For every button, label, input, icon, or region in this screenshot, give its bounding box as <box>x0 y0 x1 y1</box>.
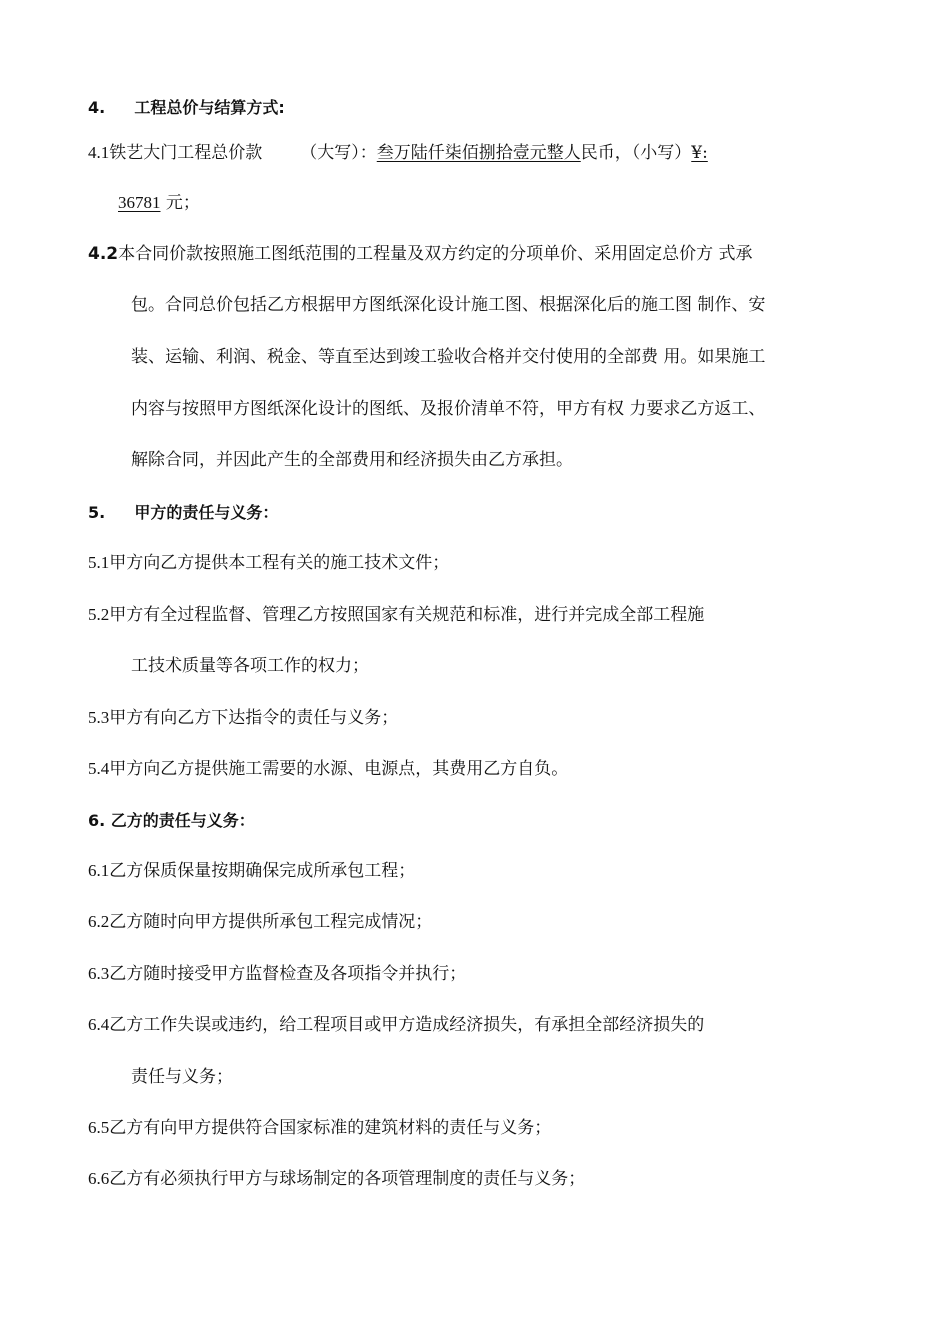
clause-number: 4.2 <box>88 244 119 264</box>
clause-text: 乙方有必须执行甲方与球场制定的各项管理制度的责任与义务； <box>109 1169 586 1189</box>
clause-number: 4.1 <box>88 143 110 162</box>
clause-5-1 <box>88 551 449 575</box>
clause-6-1 <box>88 859 415 883</box>
clause-text: （大写）： <box>300 143 377 163</box>
clause-text: 甲方有向乙方下达指令的责任与义务； <box>109 708 399 728</box>
clause-4-1 <box>88 141 722 165</box>
clause-text: 乙方保质保量按期确保完成所承包工程； <box>109 861 416 881</box>
clause-text: 乙方工作失误或违约，给工程项目或甲方造成经济损失，有承担全部经济损失的 <box>109 1015 705 1035</box>
clause-4-2 <box>88 242 753 266</box>
clause-text: 甲方向乙方提供施工需要的水源、电源点，其费用乙方自负。 <box>109 759 569 779</box>
clause-number: 5.4 <box>88 759 110 778</box>
clause-6-3 <box>88 962 466 986</box>
clause-number: 5.2 <box>88 605 110 624</box>
clause-line: 本合同价款按照施工图纸范围的工程量及双方约定的分项单价、采用固定总价方 式承 <box>118 244 753 264</box>
section-6-heading: 6. 乙方的责任与义务： <box>88 811 255 830</box>
clause-number: 6.1 <box>88 861 110 880</box>
currency-symbol: ¥: <box>691 143 708 163</box>
clause-5-2-continued: 工技术质量等各项工作的权力； <box>131 656 369 676</box>
clause-line: 装、运输、利润、税金、等直至达到竣工验收合格并交付使用的全部费 用。如果施工 <box>131 347 766 367</box>
clause-text: 甲方向乙方提供本工程有关的施工技术文件； <box>109 553 450 573</box>
clause-text: 乙方随时接受甲方监督检查及各项指令并执行； <box>109 964 467 984</box>
clause-line: 内容与按照甲方图纸深化设计的图纸、及报价清单不符，甲方有权 力要求乙方返工、 <box>131 399 766 419</box>
clause-number: 6.5 <box>88 1118 110 1137</box>
clause-number: 5.1 <box>88 553 110 572</box>
amount-in-words: 叁万陆仟柒佰捌拾壹元整人 <box>376 143 581 163</box>
clause-line: 解除合同，并因此产生的全部费用和经济损失由乙方承担。 <box>131 450 573 470</box>
clause-number: 6.4 <box>88 1015 110 1034</box>
clause-4-1-continued <box>118 191 200 215</box>
clause-5-2 <box>88 603 704 627</box>
section-5-heading <box>88 501 278 525</box>
clause-5-3 <box>88 706 398 730</box>
clause-number: 6.6 <box>88 1169 110 1188</box>
section-number: 4. <box>88 98 106 117</box>
section-title: 甲方的责任与义务： <box>134 503 279 522</box>
clause-text: 民币，（小写） <box>580 143 692 163</box>
clause-number: 6.3 <box>88 964 110 983</box>
clause-text: 乙方有向甲方提供符合国家标准的建筑材料的责任与义务； <box>109 1118 552 1138</box>
clause-6-4-continued: 责任与义务； <box>131 1067 233 1087</box>
clause-6-5 <box>88 1116 551 1140</box>
clause-text: 铁艺大门工程总价款 <box>109 143 263 163</box>
clause-text: 甲方有全过程监督、管理乙方按照国家有关规范和标准，进行并完成全部工程施 <box>109 605 705 625</box>
amount-in-digits: 36781 <box>118 193 161 212</box>
section-number: 5. <box>88 503 106 522</box>
clause-6-6 <box>88 1167 585 1191</box>
section-title: 工程总价与结算方式: <box>134 98 285 117</box>
clause-text: 元； <box>165 193 200 213</box>
clause-6-4 <box>88 1013 704 1037</box>
clause-line: 包。合同总价包括乙方根据甲方图纸深化设计施工图、根据深化后的施工图 制作、安 <box>131 295 766 315</box>
section-4-heading <box>88 96 285 120</box>
clause-6-2 <box>88 910 432 934</box>
clause-text: 乙方随时向甲方提供所承包工程完成情况； <box>109 912 433 932</box>
clause-number: 5.3 <box>88 708 110 727</box>
clause-5-4 <box>88 757 568 781</box>
clause-number: 6.2 <box>88 912 110 931</box>
